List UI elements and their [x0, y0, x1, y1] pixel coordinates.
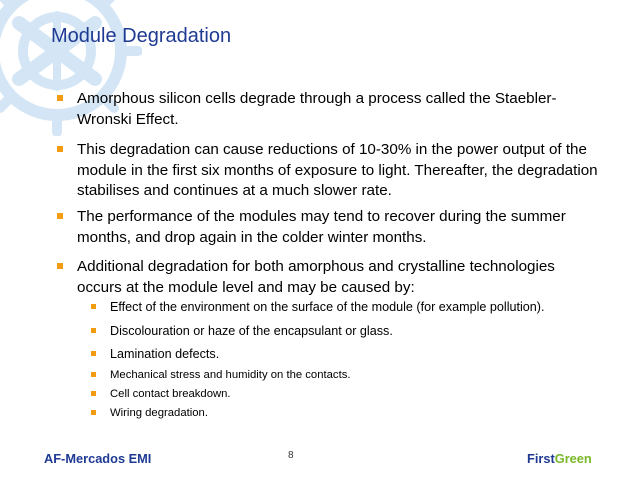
sub-bullet-item [91, 405, 611, 421]
footer-brand [527, 451, 592, 466]
sub-bullet-item [91, 323, 611, 339]
sub-bullet-text: Mechanical stress and humidity on the contacts. [110, 369, 351, 381]
bullet-text: This degradation can cause reductions of 10-30% in the power output of the module in the first six months of exposure to light. Thereafter, the degradation stabilises and continues at a much slower rate. [77, 141, 598, 200]
slide-title: Module Degradation [51, 25, 232, 47]
bullet-square-icon [57, 213, 63, 219]
page-number: 8 [288, 450, 294, 461]
footer-brand-first: First [527, 451, 555, 466]
bullet-square-icon [57, 263, 63, 269]
bullet-square-icon [57, 95, 63, 101]
sub-bullet-item [91, 386, 611, 402]
sub-bullet-text: Wiring degradation. [110, 407, 208, 419]
footer-company-name: AF-Mercados EMI [44, 451, 152, 466]
sub-bullet-square-icon [91, 328, 96, 333]
sub-bullet-square-icon [91, 391, 96, 396]
sub-bullet-text: Lamination defects. [110, 347, 220, 361]
bullet-text: Additional degradation for both amorphous and crystalline technologies occurs at the module level and may be caused by: [77, 258, 555, 296]
sub-bullet-text: Cell contact breakdown. [110, 388, 231, 400]
sub-bullet-square-icon [91, 410, 96, 415]
sub-bullet-item [91, 346, 611, 362]
bullet-text: Amorphous silicon cells degrade through a process called the Staebler-Wronski Effect. [77, 90, 557, 128]
sub-bullet-square-icon [91, 351, 96, 356]
bullet-item [57, 89, 602, 130]
footer-brand-green: Green [554, 451, 592, 466]
sub-bullet-item [91, 299, 611, 315]
sub-bullet-item [91, 367, 611, 383]
sub-bullet-square-icon [91, 304, 96, 309]
bullet-text: The performance of the modules may tend to recover during the summer months, and drop again in the colder winter months. [77, 208, 566, 246]
bullet-item [57, 140, 602, 202]
sub-bullet-text: Effect of the environment on the surface of the module (for example pollution). [110, 300, 545, 314]
bullet-item [57, 207, 602, 248]
sub-bullet-text: Discolouration or haze of the encapsulant or glass. [110, 324, 393, 338]
bullet-square-icon [57, 146, 63, 152]
sub-bullet-square-icon [91, 372, 96, 377]
bullet-item [57, 257, 602, 298]
